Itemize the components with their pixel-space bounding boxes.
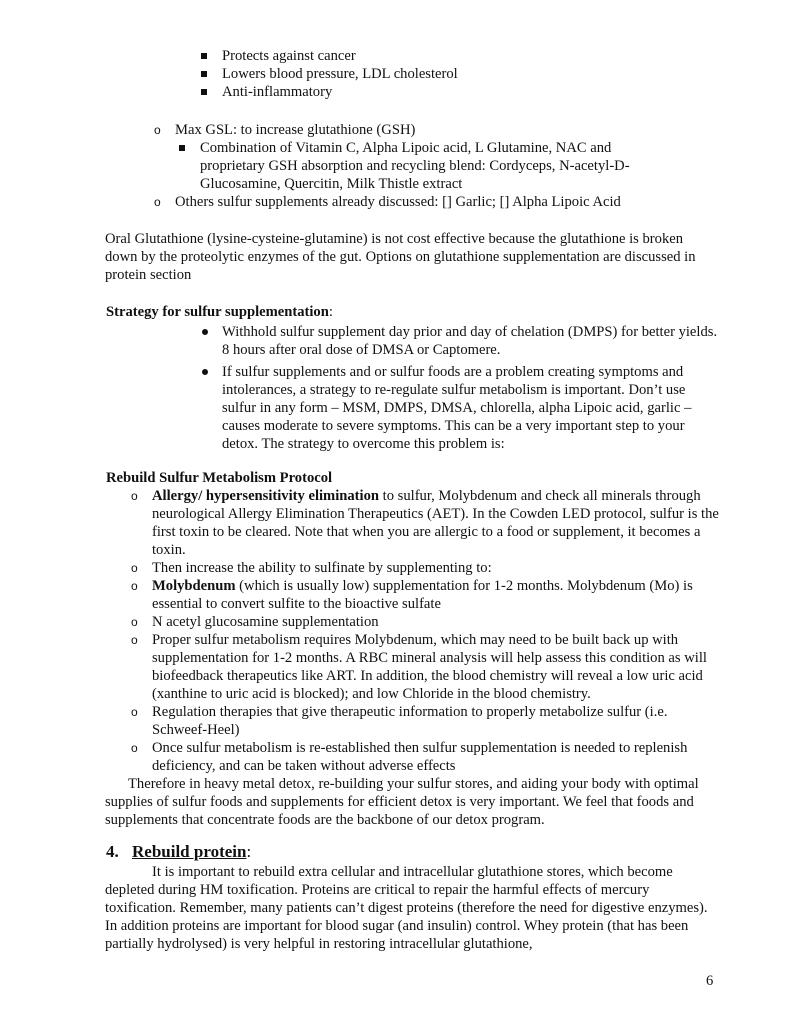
oral-glutathione-paragraph: Oral Glutathione (lysine-cysteine-glutamine) is not cost effective because the glutathione is broken down by the proteolytic enzymes of the gut. Options on glutathione supplementation are discussed in protein section	[105, 231, 696, 283]
protocol-item-glucosamine	[152, 613, 722, 631]
section-title-text: Rebuild protein	[132, 842, 247, 861]
max-gsl-sublist	[200, 139, 670, 193]
strategy-list	[222, 323, 722, 453]
max-gsl-label: Max GSL: to increase glutathione (GSH)	[175, 122, 416, 138]
protocol-item-sulfinate	[152, 559, 722, 577]
item-text: to sulfur, Molybdenum and check all minerals through neurological Allergy Elimination Therapeutics (AET). In the Cowden LED protocol, sulfur is the first toxin to be cleared. Note that when you are allergic to a food or supplement, it becomes a toxin.	[152, 488, 719, 558]
section-4-title	[106, 841, 800, 863]
supplement-list	[175, 121, 705, 211]
protocol-item-molybdenum	[152, 577, 722, 613]
list-item: Combination of Vitamin C, Alpha Lipoic acid, L Glutamine, NAC and proprietary GSH absorption and recycling blend: Cordyceps, N-acetyl-D-Glucosamine, Quercitin, Milk Thistle extract	[200, 139, 670, 193]
section-number: 4.	[106, 842, 119, 861]
rebuild-protein-paragraph: It is important to rebuild extra cellular and intracellular glutathione stores, which become depleted during HM toxification. Proteins are critical to repair the harmful effects of mercury toxification. Remember, many patients can’t digest proteins (therefore the need for digestive enzymes). In addition proteins are important for blood sugar (and insulin) control. Whey protein (that has been partially hydrolysed) is very helpful in restoring intracellular glutathione,	[105, 864, 708, 952]
strategy-heading-text: Strategy for sulfur supplementation	[106, 304, 329, 320]
strategy-heading-colon: :	[328, 304, 333, 320]
item-text: (which is usually low) supplementation for 1-2 months. Molybdenum (Mo) is essential to convert sulfite to the bioactive sulfate	[152, 578, 693, 612]
list-item: Lowers blood pressure, LDL cholesterol	[222, 65, 692, 83]
benefits-list	[222, 47, 692, 101]
protocol-list	[152, 487, 722, 775]
strategy-heading	[106, 303, 800, 321]
protocol-item-reestablished	[152, 739, 722, 775]
list-item: Withhold sulfur supplement day prior and day of chelation (DMPS) for better yields. 8 hours after oral dose of DMSA or Captomere.	[222, 323, 722, 359]
list-item: Anti-inflammatory	[222, 83, 692, 101]
item-text: Once sulfur metabolism is re-established then sulfur supplementation is needed to replenish deficiency, and can be taken without adverse effects	[152, 740, 688, 774]
item-bold-text: Molybdenum	[152, 578, 236, 594]
protocol-item-metabolism	[152, 631, 722, 703]
list-item: Protects against cancer	[222, 47, 692, 65]
protocol-item-allergy	[152, 487, 722, 559]
item-text: Proper sulfur metabolism requires Molybdenum, which may need to be built back up with supplementation for 1-2 months. A RBC mineral analysis will help assess this condition as will biofeedback therapeutics like ART. In addition, the blood chemistry will reveal a low uric acid (xanthine to uric acid is blocked); and low Chloride in the blood chemistry.	[152, 632, 707, 702]
protocol-heading: Rebuild Sulfur Metabolism Protocol	[106, 470, 333, 486]
protocol-item-regulation	[152, 703, 722, 739]
therefore-paragraph: Therefore in heavy metal detox, re-building your sulfur stores, and aiding your body with optimal supplies of sulfur foods and supplements for efficient detox is very important. We feel that foods and supplements that concentrate foods are the backbone of our detox program.	[105, 776, 699, 828]
list-item: If sulfur supplements and or sulfur foods are a problem creating symptoms and intolerances, a strategy to re-regulate sulfur metabolism is important. Don’t use sulfur in any form – MSM, DMPS, DMSA, chlorella, alpha Lipoic acid, garlic – causes moderate to severe symptoms. This can be a very important step to your detox. The strategy to overcome this problem is:	[222, 363, 722, 453]
section-title-colon: :	[246, 842, 252, 861]
list-item-others: o Others sulfur supplements already discussed: [] Garlic; [] Alpha Lipoic Acid	[175, 193, 705, 211]
list-item-max-gsl	[175, 121, 705, 193]
item-text: Then increase the ability to sulfinate by supplementing to:	[152, 560, 492, 576]
page-number: 6	[706, 973, 714, 989]
item-bold-text: Allergy/ hypersensitivity elimination	[152, 488, 380, 504]
item-text: N acetyl glucosamine supplementation	[152, 614, 379, 630]
item-text: Regulation therapies that give therapeutic information to properly metabolize sulfur (i.e. Schweef-Heel)	[152, 704, 668, 738]
